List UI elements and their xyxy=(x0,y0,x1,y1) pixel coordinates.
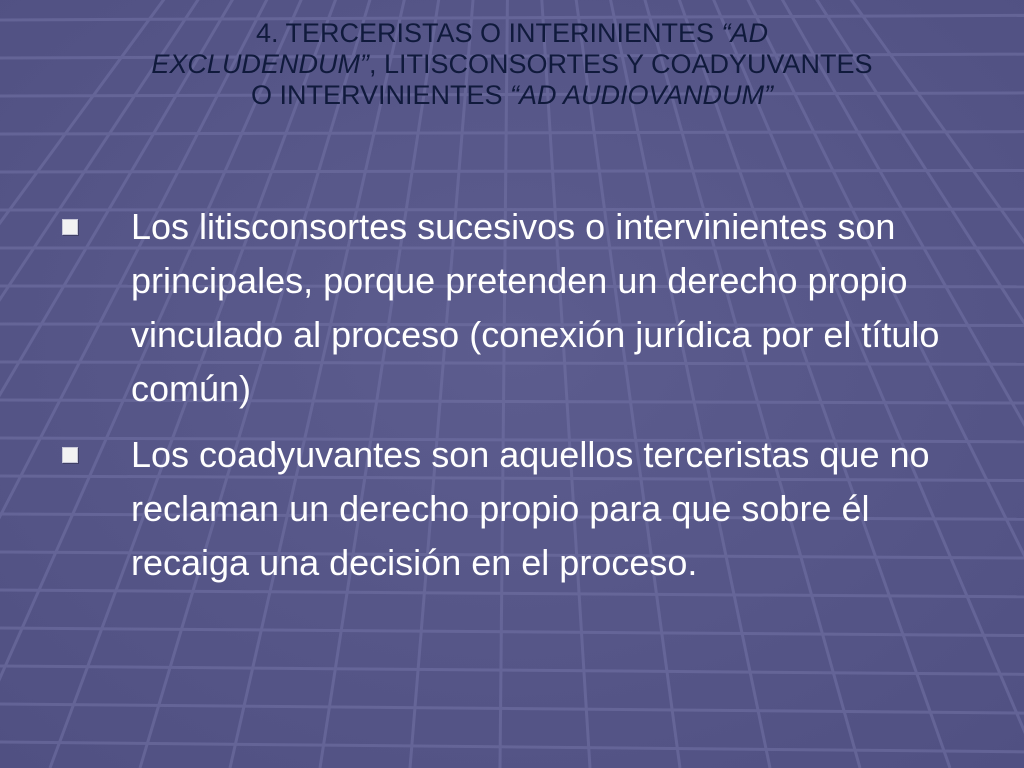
bullet-text: Los litisconsortes sucesivos o intervinientes son principales, porque pretenden un derecho propio vinculado al proceso (conexión jurídica por el título común) xyxy=(131,206,940,409)
title-segment: 4. TERCERISTAS O INTERINIENTES xyxy=(255,18,722,48)
slide-title xyxy=(140,18,884,111)
title-segment: “AD EXCLUDENDUM” xyxy=(151,18,769,79)
slide-body xyxy=(62,200,962,602)
title-segment: “AD AUDIOVANDUM” xyxy=(510,80,774,110)
title-segment: , LITISCONSORTES Y COADYUVANTES O INTERVINIENTES xyxy=(250,49,873,110)
square-bullet-icon xyxy=(62,219,78,235)
bullet-text: Los coadyuvantes son aquellos terceristas que no reclaman un derecho propio para que sobre él recaiga una decisión en el proceso. xyxy=(131,434,930,583)
bullet-item xyxy=(62,200,962,416)
square-bullet-icon xyxy=(62,447,78,463)
bullet-item xyxy=(62,428,962,590)
